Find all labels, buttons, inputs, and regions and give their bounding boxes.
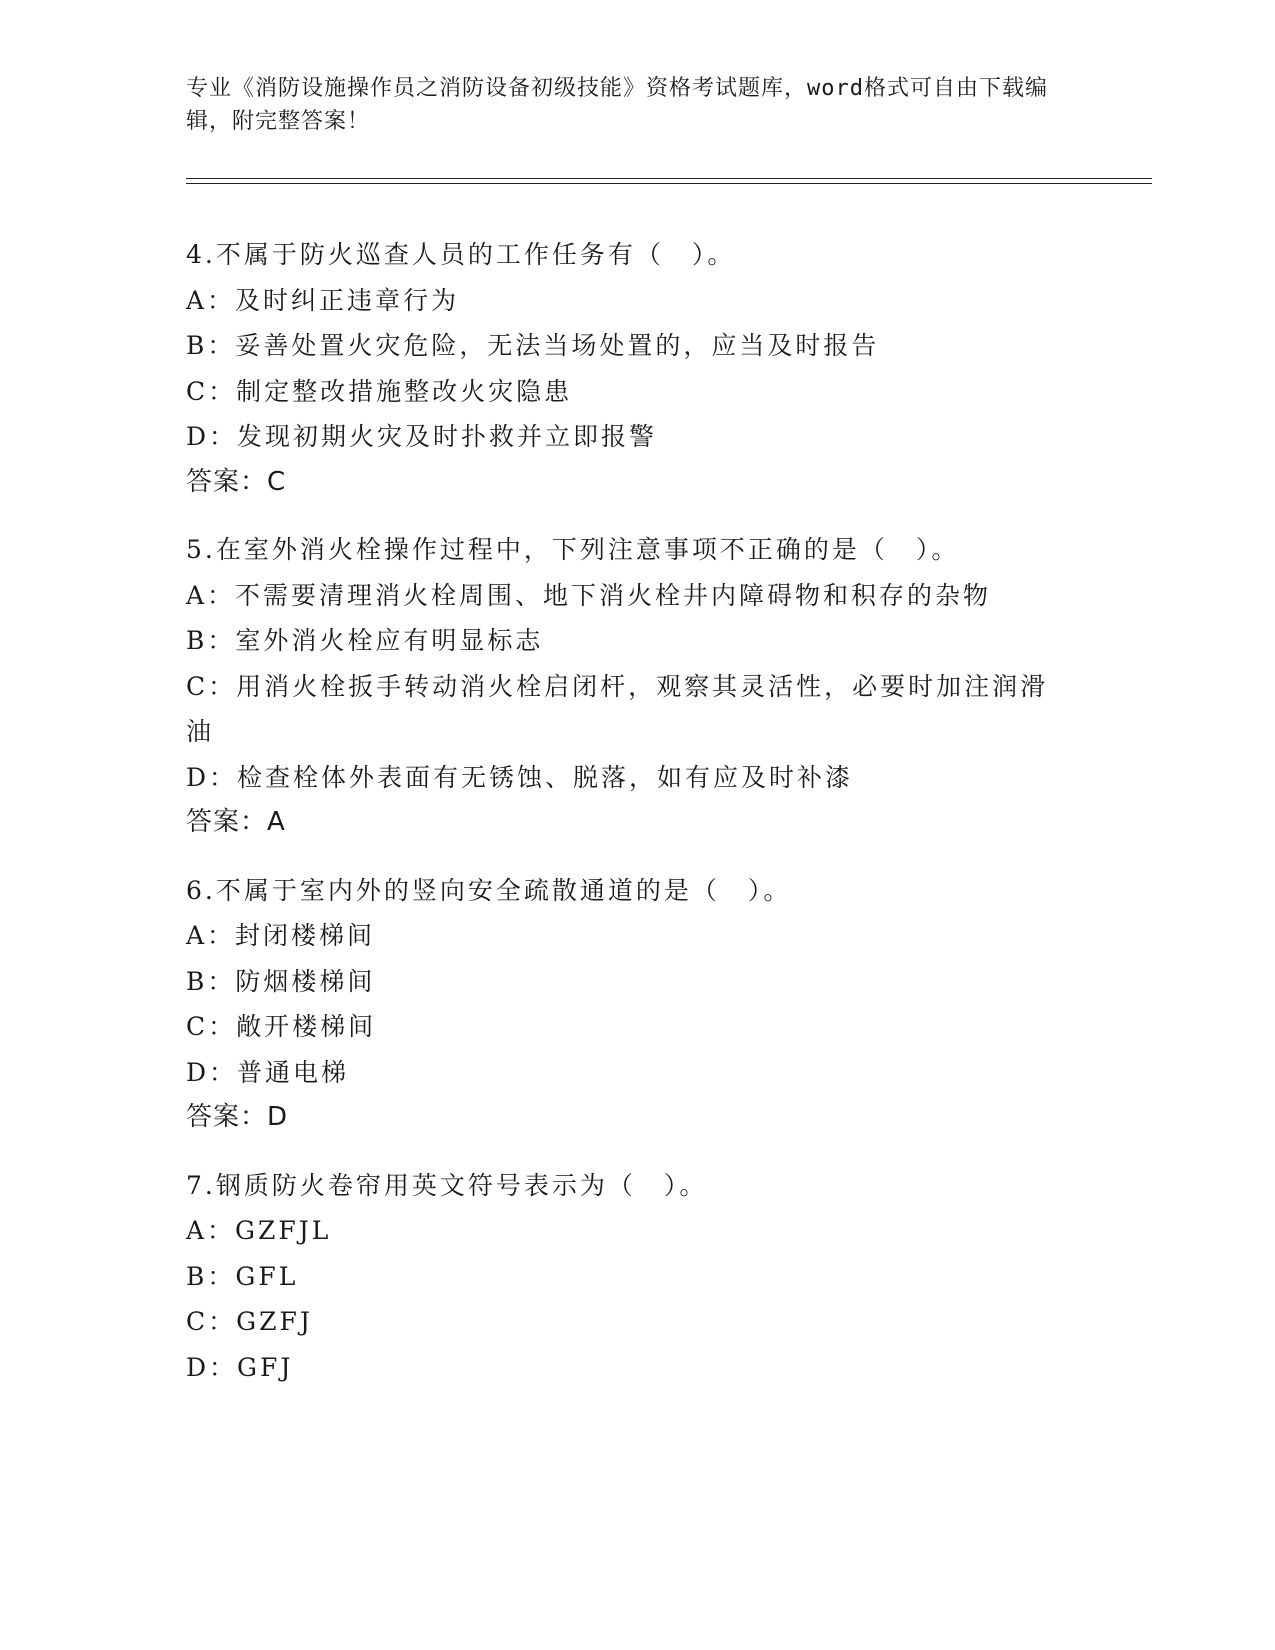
question-stem: 5.在室外消火栓操作过程中，下列注意事项不正确的是（ ）。 [186,535,960,564]
option-b: B：防烟楼梯间 [186,966,376,996]
question-item [186,868,1086,1141]
option-a: A：GZFJL [186,1216,332,1245]
answer-label: 答案：D [186,1102,289,1132]
question-item [186,232,1086,505]
option-d: D：GFJ [186,1352,294,1382]
option-d: D：检查栓体外表面有无锈蚀、脱落，如有应及时补漆 [186,762,854,792]
option-d: D：发现初期火灾及时扑救并立即报警 [186,422,658,451]
option-c: C：GZFJ [186,1307,313,1336]
document-header: 专业《消防设施操作员之消防设备初级技能》资格考试题库，word格式可自由下载编辑，附完整答案！ [186,76,1048,134]
option-a: A：封闭楼梯间 [186,921,376,950]
option-c: C：用消火栓扳手转动消火栓启闭杆，观察其灵活性，必要时加注润滑油 [186,671,1049,746]
answer-label: 答案：C [186,466,287,497]
option-d: D：普通电梯 [186,1057,350,1087]
answer-label: 答案：A [186,807,286,837]
question-item [186,1163,1086,1391]
option-b: B：室外消火栓应有明显标志 [186,626,544,655]
option-a: A：不需要清理消火栓周围、地下消火栓井内障碍物和积存的杂物 [186,580,992,610]
question-item [186,527,1086,846]
question-stem: 4.不属于防火巡查人员的工作任务有（ ）。 [186,240,736,269]
question-stem: 6.不属于室内外的竖向安全疏散通道的是（ ）。 [186,875,792,905]
option-a: A：及时纠正违章行为 [186,285,460,315]
header-divider-top [186,178,1152,179]
option-b: B：GFL [186,1261,299,1291]
option-c: C：敞开楼梯间 [186,1012,377,1041]
option-b: B：妥善处置火灾危险，无法当场处置的，应当及时报告 [186,331,880,360]
question-list [186,232,1086,1412]
header-divider-bottom [186,183,1152,184]
option-c: C：制定整改措施整改火灾隐患 [186,376,573,406]
question-stem: 7.钢质防火卷帘用英文符号表示为（ ）。 [186,1170,708,1200]
